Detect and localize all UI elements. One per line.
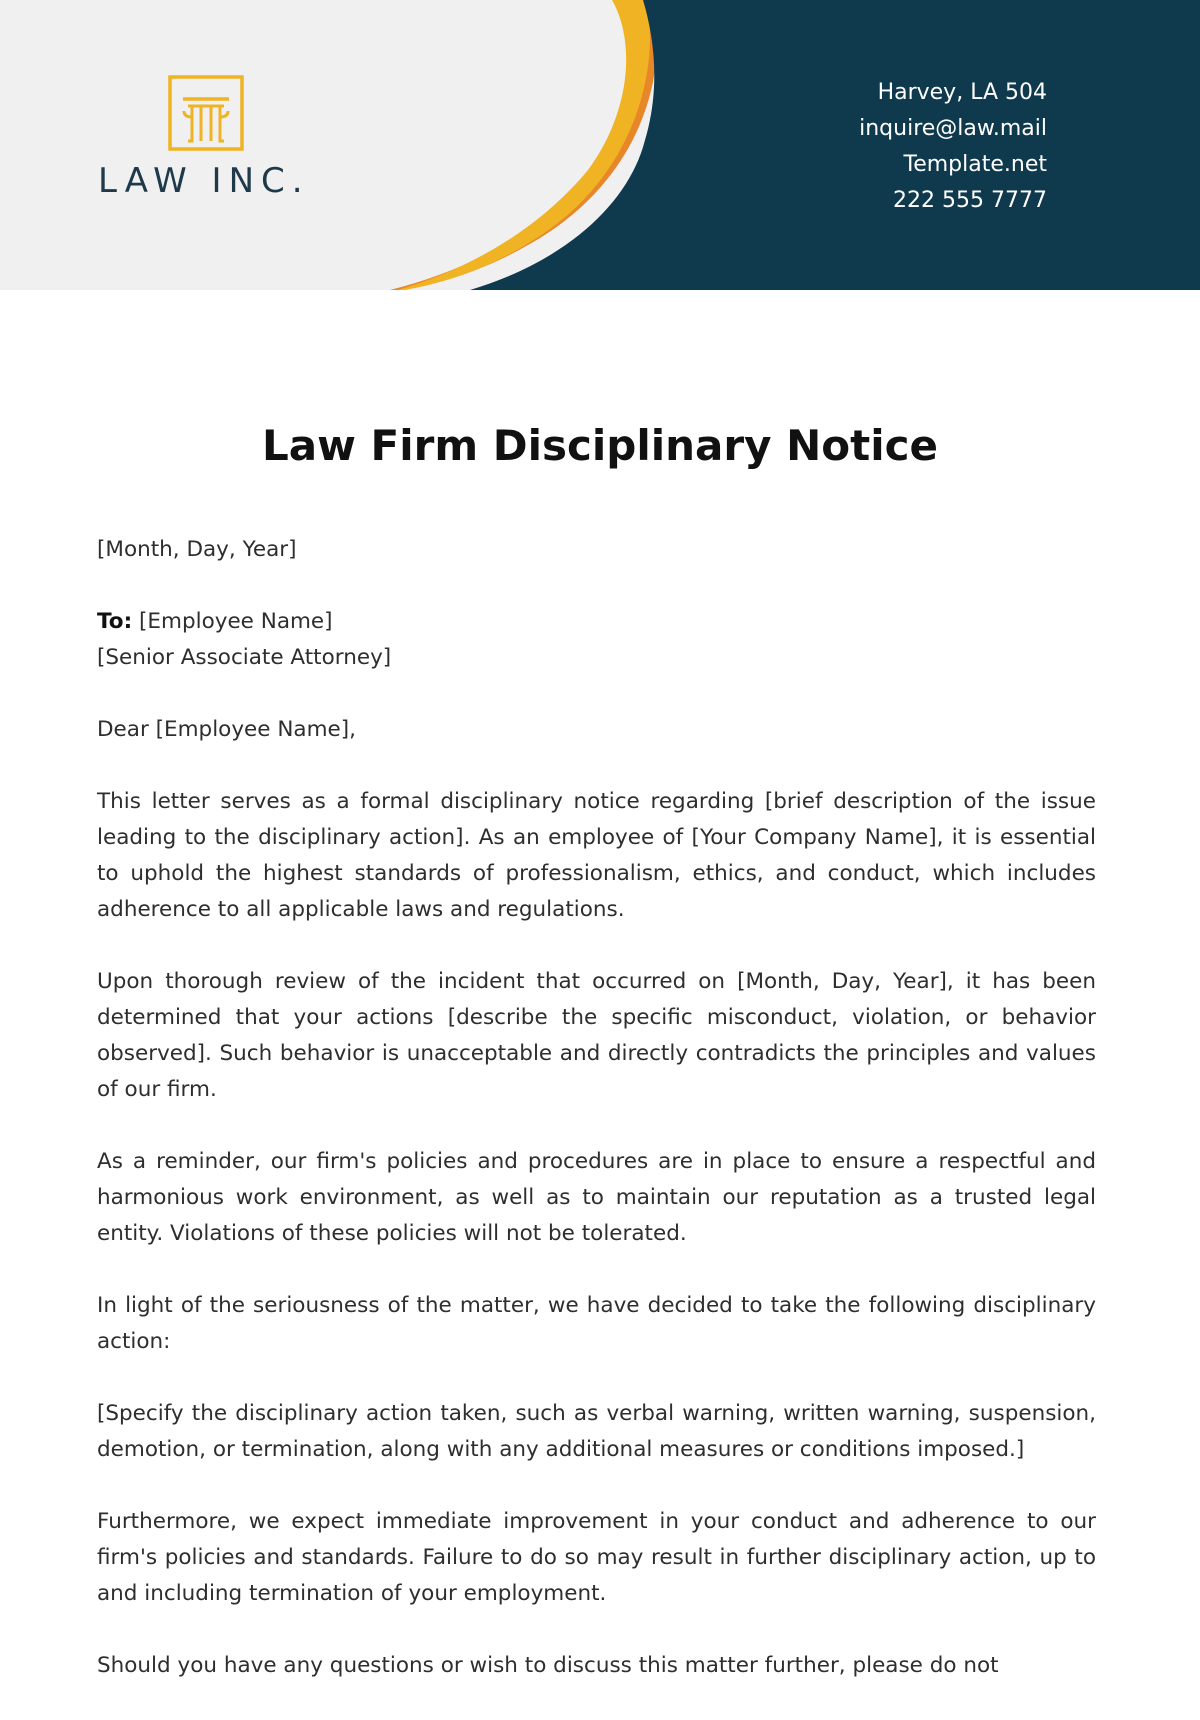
paragraph-action-intro: In light of the seriousness of the matter, we have decided to take the following disciplinary action: (97, 1293, 1096, 1354)
salutation: Dear [Employee Name], (97, 717, 356, 742)
contact-email: inquire@law.mail (859, 116, 1047, 141)
recipient-line (97, 604, 1096, 640)
paragraph-questions: Should you have any questions or wish to discuss this matter further, please do not (97, 1653, 999, 1678)
recipient-block (97, 604, 1096, 676)
company-name: LAW INC. (98, 161, 310, 201)
paragraph-intro: This letter serves as a formal disciplinary notice regarding [brief description of the issue leading to the disciplinary action]. As an employee of [Your Company Name], it is essential to uphold the highest standards of professionalism, ethics, and conduct, which includes adherence to all applicable laws and regulations. (97, 789, 1096, 922)
paragraph-reminder: As a reminder, our firm's policies and procedures are in place to ensure a respectful and harmonious work environment, as well as to maintain our reputation as a trusted legal entity. Violations of these policies will not be tolerated. (97, 1149, 1096, 1246)
contact-website: Template.net (903, 152, 1047, 177)
letterhead-header (0, 0, 1200, 290)
document-title: Law Firm Disciplinary Notice (262, 421, 938, 470)
to-label: To: (97, 609, 133, 634)
contact-info (859, 75, 1047, 219)
paragraph-action-details: [Specify the disciplinary action taken, such as verbal warning, written warning, suspension, demotion, or termination, along with any additional measures or conditions imposed.] (97, 1401, 1096, 1462)
recipient-name: [Employee Name] (139, 609, 333, 634)
contact-phone: 222 555 7777 (893, 188, 1047, 213)
paragraph-incident: Upon thorough review of the incident that occurred on [Month, Day, Year], it has been determined that your actions [describe the specific misconduct, violation, or behavior observed]. Such behavior is unacceptable and directly contradicts the principles and values of our firm. (97, 969, 1096, 1102)
paragraph-expectations: Furthermore, we expect immediate improvement in your conduct and adherence to our firm's policies and standards. Failure to do so may result in further disciplinary action, up to and including termination of your employment. (97, 1509, 1096, 1606)
letter-date: [Month, Day, Year] (97, 537, 297, 562)
pillar-logo-icon (168, 75, 244, 151)
contact-address: Harvey, LA 504 (877, 80, 1047, 105)
letter-body (97, 532, 1096, 1720)
recipient-position: [Senior Associate Attorney] (97, 645, 392, 670)
